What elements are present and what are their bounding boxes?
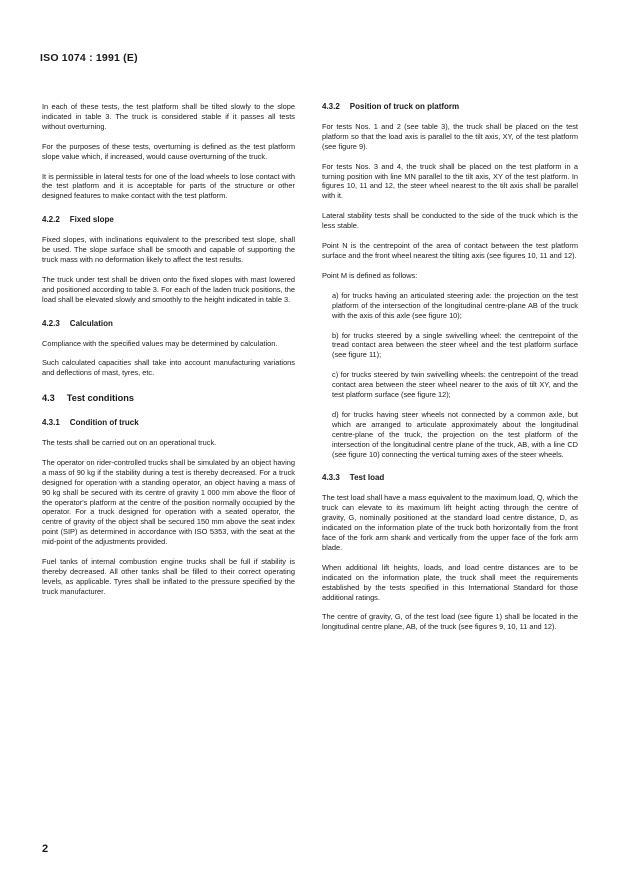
paragraph: For the purposes of these tests, overturning is defined as the test platform slope value which, if increased, would cause overturning of the truck. <box>42 141 295 161</box>
section-number: 4.3.2 <box>322 102 340 111</box>
section-heading-4-3-2 <box>322 102 578 112</box>
paragraph: The centre of gravity, G, of the test load (see figure 1) shall be located in the longitudinal centre plane, AB, of the truck (see figures 9, 10, 11 and 12). <box>322 612 578 632</box>
right-column <box>322 102 578 642</box>
section-number: 4.3 <box>42 393 55 404</box>
section-number: 4.3.1 <box>42 418 60 428</box>
paragraph: The truck under test shall be driven onto the fixed slopes with mast lowered and positioned according to table 3. For each of the laden truck positions, the load shall be elevated slowly and smoothly to the height indicated in table 3. <box>42 274 295 304</box>
paragraph: Such calculated capacities shall take into account manufacturing variations and deflections of mast, tyres, etc. <box>42 358 295 378</box>
section-number: 4.2.3 <box>42 318 60 328</box>
left-column <box>42 102 295 607</box>
paragraph: For tests Nos. 3 and 4, the truck shall be placed on the test platform in a turning position with line MN parallel to the tilt axis, XY of the test platform. In figures 10, 11 and 12, the steer wheel nearest to the tilt axis shall be parallel with it. <box>322 161 578 201</box>
paragraph: Point M is defined as follows: <box>322 270 418 280</box>
paragraph: When additional lift heights, loads, and load centre distances are to be indicated on the information plate, the truck shall meet the requirements established by the tests specified in this International Standard for those additional ratings. <box>322 562 578 602</box>
section-heading-4-3 <box>42 394 295 404</box>
section-heading-4-3-1 <box>42 418 295 428</box>
paragraph: Compliance with the specified values may be determined by calculation. <box>42 338 278 348</box>
paragraph: Fixed slopes, with inclinations equivalent to the prescribed test slope, shall be used. The slope surface shall be smooth and capable of supporting the truck mass with no deformation likely to affect the test results. <box>42 235 295 264</box>
paragraph: For tests Nos. 1 and 2 (see table 3), the truck shall be placed on the test platform so that the load axis is parallel to the tilt axis, XY, of the test platform (see figure 9). <box>322 121 578 151</box>
document-header: ISO 1074 : 1991 (E) <box>40 52 138 64</box>
section-title: Position of truck on platform <box>349 102 460 111</box>
paragraph: Fuel tanks of internal combustion engine trucks shall be full if stability is thereby decreased. All other tanks shall be filled to their correct operating levels, as applicable. Tyres shall be inflated to the pressure specified by the truck manufacturer. <box>42 557 295 596</box>
section-heading-4-2-2 <box>42 215 295 225</box>
paragraph: The test load shall have a mass equivalent to the maximum load, Q, which the truck can elevate to its maximum lift height acting through the centre of gravity, G, nominally positioned at the standard load centre distance, D, as indicated on the information plate of the truck both horizontally from the front face of the fork arm shank and vertically from the upper face of the fork arm blade. <box>322 493 578 552</box>
paragraph: The tests shall be carried out on an operational truck. <box>42 438 217 448</box>
list-item: c) for trucks steered by twin swivelling wheels: the centrepoint of the tread contact area between the steer wheel nearer to the axis of tilt XY, and the test platform surface (see figure 12); <box>332 370 578 400</box>
page-number: 2 <box>42 843 49 855</box>
paragraph: The operator on rider-controlled trucks shall be simulated by an object having a mass of 90 kg if the stability during a test is thereby decreased. For a truck designed for operation with a standing operator, an object having a mass of 90 kg shall be secured with its centre of gravity 1 000 mm above the floor of the operator's platform at the centre of the position normally occupied by the operator. For a truck designed for operation with a seated operator, the centre of gravity of the object shall be secured 150 mm above the seat index point (SIP) as determined in accordance with ISO 5353, with the seat at the mid-point of the adjustments provided. <box>42 457 295 547</box>
section-heading-4-3-3 <box>322 473 578 483</box>
section-title: Test load <box>349 473 385 483</box>
list-item: d) for trucks having steer wheels not connected by a common axle, but which are arranged to articulate approximately about the longitudinal centre-plane of the truck, the projection on the test platform of the intersection of the longitudinal centre plane of the truck, AB, with a line CD (see figure 10) connecting the vertical turning axes of the steer wheels. <box>332 409 578 459</box>
section-title: Condition of truck <box>69 418 139 428</box>
paragraph: In each of these tests, the test platform shall be tilted slowly to the slope indicated in table 3. The truck is considered stable if it passes all tests without overturning. <box>42 102 295 131</box>
section-title: Calculation <box>69 318 113 328</box>
section-title: Test conditions <box>66 393 134 404</box>
section-number: 4.2.2 <box>42 215 60 225</box>
paragraph: It is permissible in lateral tests for one of the load wheels to lose contact with the test platform and it is acceptable for parts of the structure or other designed features to make contact with the test platform. <box>42 171 295 201</box>
paragraph: Point N is the centrepoint of the area of contact between the test platform surface and the front wheel nearest the tilting axis (see figures 10, 11 and 12). <box>322 241 578 260</box>
section-title: Fixed slope <box>69 215 114 225</box>
list-item: a) for trucks having an articulated steering axle: the projection on the test platform of the intersection of the longitudinal centre-plane AB of the truck with the axis of this axle (see figure 10); <box>332 290 578 320</box>
list-item: b) for trucks steered by a single swivelling wheel: the centrepoint of the tread contact area between the steer wheel and the test platform surface (see figure 11); <box>332 330 578 360</box>
section-number: 4.3.3 <box>322 473 340 483</box>
section-heading-4-2-3 <box>42 319 295 329</box>
paragraph: Lateral stability tests shall be conducted to the side of the truck which is the less stable. <box>322 211 578 231</box>
